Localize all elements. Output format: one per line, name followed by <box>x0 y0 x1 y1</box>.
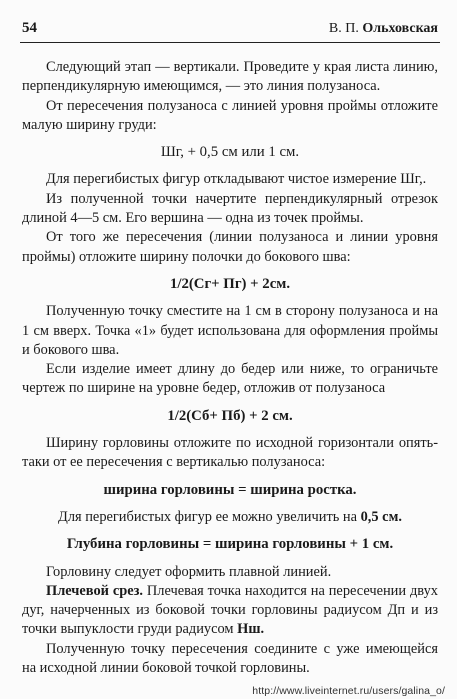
page-number: 54 <box>22 20 37 36</box>
paragraph: Ширину горловины отложите по исходной горизонтали опять-таки от ее пересечения с вертикалью полузаноса: <box>22 435 438 471</box>
formula: Глубина горловины = ширина горловины + 1 см. <box>66 536 394 553</box>
paragraph: Горловину следует оформить плавной линией. <box>46 563 332 580</box>
paragraph-value: 0,5 см. <box>360 508 402 525</box>
paragraph-text: Плечевая точка находится на пересечении двух дуг, начерченных из боковой точки горловины радиусом Дп и из точки выпуклости груди радиусом <box>22 582 438 638</box>
paragraph: Для перегибистых фигур откладывают чистое измерение Шг,. <box>46 171 427 188</box>
author-surname: Ольховская <box>362 21 438 36</box>
running-head-author <box>329 21 438 37</box>
paragraph: От того же пересечения (линии полузаноса и линии уровня проймы) отложите ширину полочки до бокового шва: <box>22 229 438 265</box>
page-body <box>22 58 438 678</box>
formula: 1/2(Сг+ Пг) + 2см. <box>169 275 291 292</box>
paragraph: Если изделие имеет длину до бедер или ниже, то ограничьте чертеж по ширине на уровне бедер, отложив от полузаноса <box>22 361 438 397</box>
formula: Шг, + 0,5 см или 1 см. <box>160 144 300 161</box>
paragraph: Следующий этап — вертикали. Проведите у края листа линию, перпендикулярную имеющимся, — это линия полузаноса. <box>22 59 438 95</box>
paragraph <box>22 582 438 640</box>
paragraph: От пересечения полузаноса с линией уровня проймы отложите малую ширину груди: <box>22 97 438 133</box>
paragraph: Полученную точку пересечения соедините с уже имеющейся на исходной линии боковой точкой горловины. <box>22 640 438 677</box>
watermark-url: http://www.liveinternet.ru/users/galina_o/ <box>252 685 445 697</box>
section-term: Плечевой срез. <box>46 582 144 599</box>
formula: ширина горловины = ширина ростка. <box>103 481 357 498</box>
paragraph: Полученную точку сместите на 1 см в сторону полузаноса и на 1 см вверх. Точка «1» будет использована для оформления проймы и бокового шва. <box>22 303 438 358</box>
paragraph-text: Для перегибистых фигур ее можно увеличить на <box>58 508 361 525</box>
author-initials: В. П. <box>328 21 359 36</box>
paragraph: Из полученной точки начертите перпендикулярный отрезок длиной 4—5 см. Его вершина — одна из точек проймы. <box>22 190 438 227</box>
page-header <box>20 18 440 43</box>
paragraph-term-end: Нш. <box>237 621 265 638</box>
paragraph <box>22 508 438 527</box>
formula: 1/2(Сб+ Пб) + 2 см. <box>167 407 293 424</box>
